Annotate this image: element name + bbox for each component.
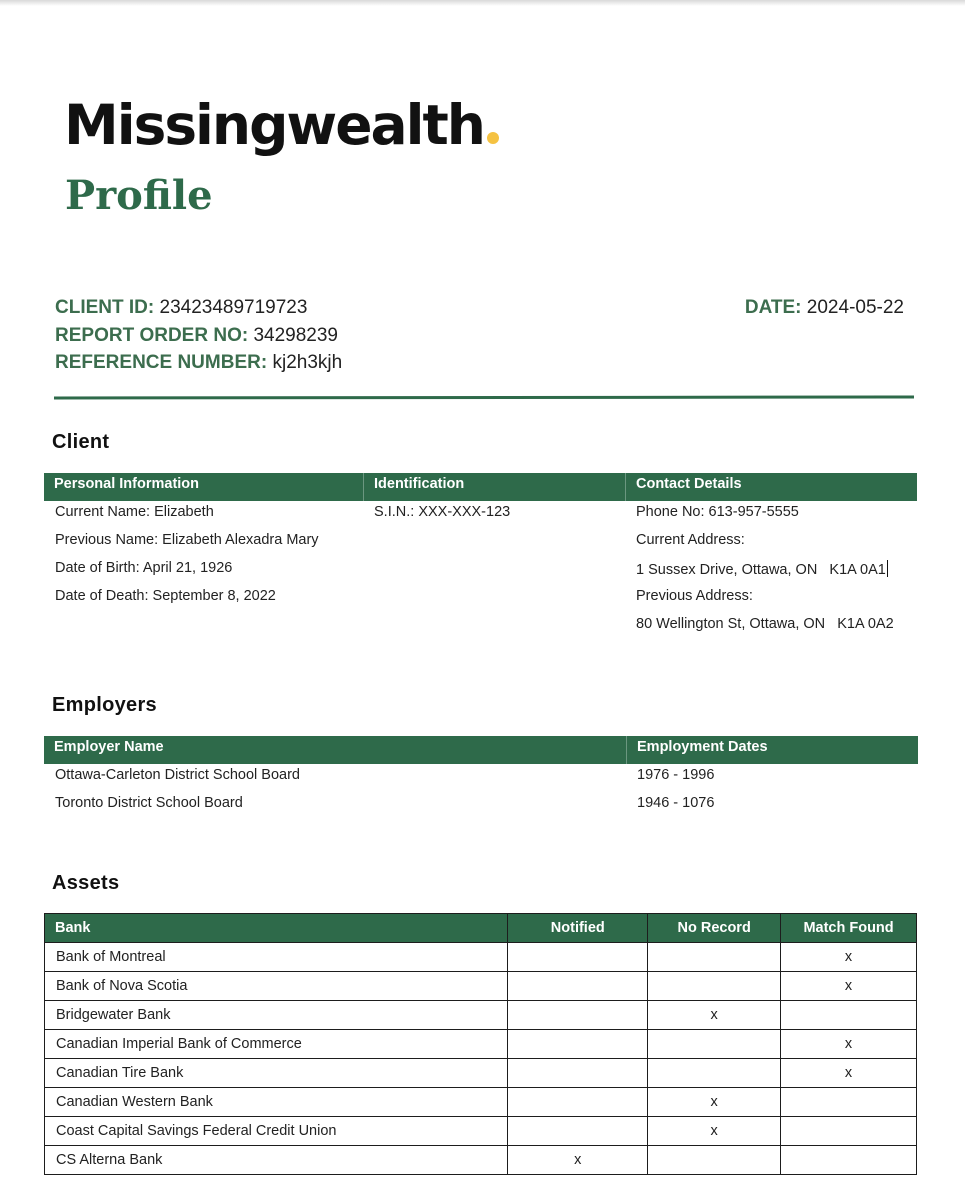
no-record-mark [648,1030,781,1059]
date-of-birth: Date of Birth: April 21, 1926 [55,560,233,576]
bank-name: Bank of Montreal [45,943,508,972]
no-record-mark: x [648,1001,781,1030]
report-order-line: REPORT ORDER NO: 34298239 [55,324,339,346]
header-bank: Bank [45,914,508,943]
brand-dot-icon [487,132,499,144]
client-section-title: Client [52,431,110,453]
date-value: 2024-05-22 [806,297,904,318]
current-address-label: Current Address: [636,532,745,548]
no-record-mark [648,1146,781,1175]
previous-address-label: Previous Address: [636,588,753,604]
phone-number: Phone No: 613-957-5555 [636,504,799,520]
bank-name: Canadian Imperial Bank of Commerce [45,1030,508,1059]
assets-header-row [45,914,917,943]
no-record-mark [648,1059,781,1088]
employers-section-title: Employers [52,694,157,716]
header-no-record: No Record [648,914,781,943]
brand-name: Missingwealth [64,93,484,157]
current-name: Current Name: Elizabeth [55,504,214,520]
bank-name: Bridgewater Bank [45,1001,508,1030]
table-row [45,1117,917,1146]
no-record-mark [648,972,781,1001]
header-employer-name: Employer Name [54,739,164,755]
client-id-line: CLIENT ID: 23423489719723 [55,297,308,318]
notified-mark [508,1117,648,1146]
previous-name: Previous Name: Elizabeth Alexadra Mary [55,532,319,548]
header-divider [54,395,914,399]
table-row [45,972,917,1001]
reference-line: REFERENCE NUMBER: kj2h3kjh [55,352,343,373]
employer-name: Ottawa-Carleton District School Board [55,767,300,783]
assets-table [44,913,917,1175]
match-found-mark: x [781,1030,917,1059]
report-meta [55,294,342,377]
notified-mark [508,1059,648,1088]
header-personal-information: Personal Information [54,476,200,492]
window-top-shadow [0,0,965,6]
notified-mark [508,972,648,1001]
notified-mark [508,943,648,972]
bank-name: Canadian Tire Bank [45,1059,508,1088]
match-found-mark: x [781,972,917,1001]
header-employment-dates: Employment Dates [626,736,918,764]
current-address-field[interactable] [636,560,888,578]
header-match-found: Match Found [781,914,917,943]
employer-name: Toronto District School Board [55,795,243,811]
text-cursor [887,560,888,577]
match-found-mark [781,1001,917,1030]
employment-dates: 1976 - 1996 [637,767,715,783]
table-row [45,1146,917,1175]
table-row [45,1030,917,1059]
match-found-mark: x [781,943,917,972]
match-found-mark [781,1117,917,1146]
page-title: Profile [65,172,213,219]
bank-name: Canadian Western Bank [45,1088,508,1117]
match-found-mark [781,1088,917,1117]
bank-name: Bank of Nova Scotia [45,972,508,1001]
table-row [45,1088,917,1117]
table-row [45,1001,917,1030]
match-found-mark: x [781,1059,917,1088]
client-table-header [44,473,917,501]
no-record-mark [648,943,781,972]
brand-logo [64,93,499,157]
bank-name: CS Alterna Bank [45,1146,508,1175]
notified-mark [508,1088,648,1117]
client-id-value: 23423489719723 [159,297,308,318]
report-order-value: 34298239 [253,324,339,346]
notified-mark [508,1030,648,1059]
previous-address-value: 80 Wellington St, Ottawa, ON K1A 0A2 [636,616,894,632]
date-of-death: Date of Death: September 8, 2022 [55,588,276,604]
employment-dates: 1946 - 1076 [637,795,715,811]
no-record-mark: x [648,1117,781,1146]
assets-section-title: Assets [52,872,120,894]
table-row [45,943,917,972]
sin-number: S.I.N.: XXX-XXX-123 [374,504,511,520]
header-contact-details: Contact Details [625,473,917,501]
notified-mark: x [508,1146,648,1175]
header-identification: Identification [363,473,625,501]
reference-value: kj2h3kjh [272,352,343,373]
employers-table-header [44,736,918,764]
no-record-mark: x [648,1088,781,1117]
table-row [45,1059,917,1088]
current-address-value: 1 Sussex Drive, Ottawa, ON K1A 0A1 [636,562,886,578]
match-found-mark [781,1146,917,1175]
report-date: DATE: 2024-05-22 [744,297,904,318]
header-notified: Notified [508,914,648,943]
notified-mark [508,1001,648,1030]
bank-name: Coast Capital Savings Federal Credit Union [45,1117,508,1146]
